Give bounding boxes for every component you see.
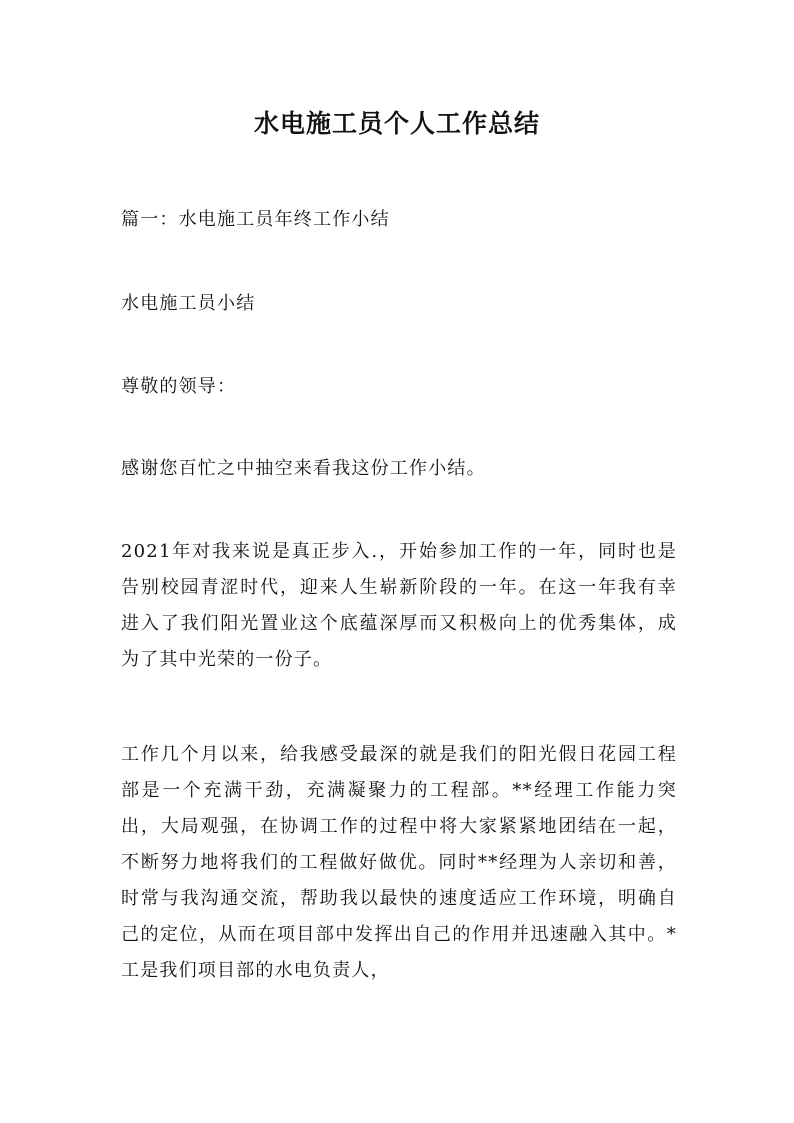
document-title: 水电施工员个人工作总结 — [253, 109, 540, 138]
section-heading: 篇一：水电施工员年终工作小结 — [121, 209, 390, 230]
body-paragraph: 2021年对我来说是真正步入.，开始参加工作的一年，同时也是告别校园青涩时代，迎来人生崭新阶段的一年。在这一年我有幸进入了我们阳光置业这个底蕴深厚而又积极向上的优秀集体，成为了其中光荣的一份子。 — [121, 541, 677, 670]
salutation: 尊敬的领导： — [121, 376, 237, 397]
body-paragraph: 工作几个月以来，给我感受最深的就是我们的阳光假日花园工程部是一个充满干劲，充满凝聚力的工程部。**经理工作能力突出，大局观强，在协调工作的过程中将大家紧紧地团结在一起，不断努力地将我们的工程做好做优。同时**经理为人亲切和善，时常与我沟通交流，帮助我以最快的速度适应工作环境，明确自己的定位，从而在项目部中发挥出自己的作用并迅速融入其中。*工是我们项目部的水电负责人， — [121, 744, 677, 981]
subheading: 水电施工员小结 — [121, 293, 256, 314]
body-paragraph: 感谢您百忙之中抽空来看我这份工作小结。 — [121, 458, 486, 479]
